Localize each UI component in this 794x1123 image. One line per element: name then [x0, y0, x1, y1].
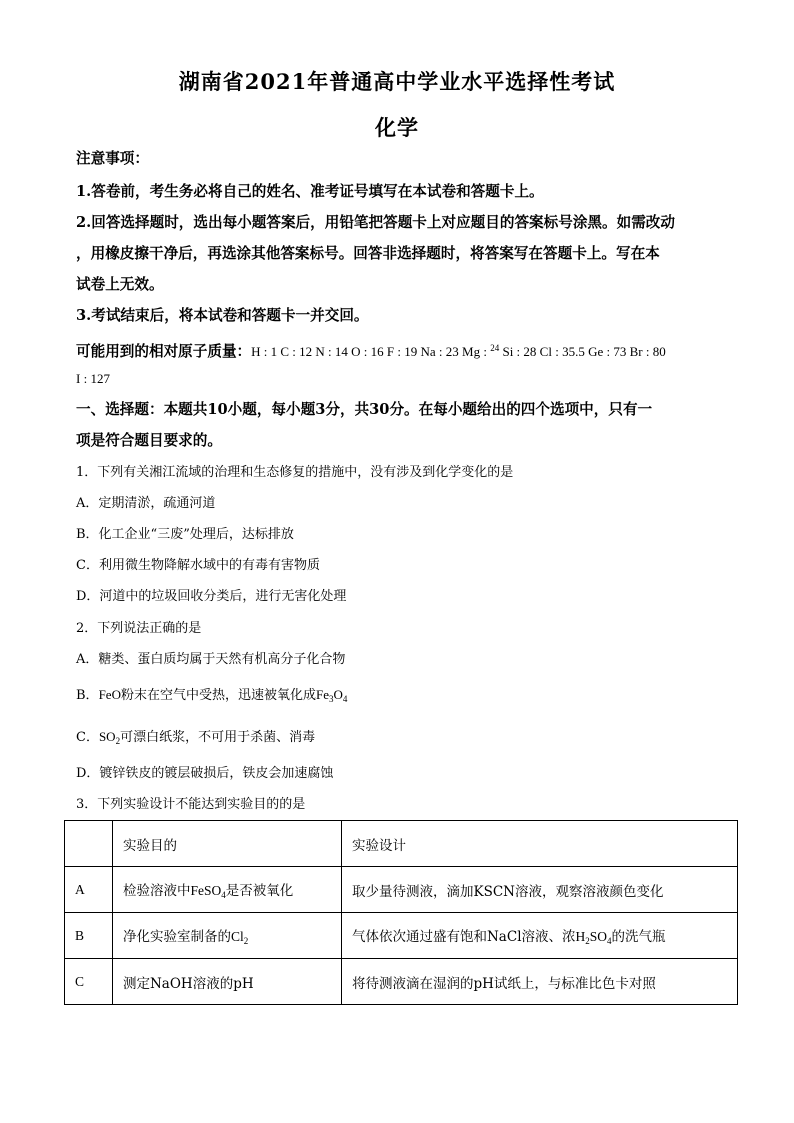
subject-title: 化学	[375, 115, 419, 140]
table-header-cell: 实验设计	[342, 821, 738, 867]
atomic-mass-mg: 24	[490, 343, 500, 353]
exam-title: 湖南省2021年普通高中学业水平选择性考试	[178, 69, 616, 94]
q2-option-b	[76, 685, 726, 709]
row-c-purpose: 测定NaOH溶液的pH	[113, 959, 342, 1005]
section-1-line-1: 一、选择题：本题共10小题，每小题3分，共30分。在每小题给出的四个选项中，只有一	[76, 401, 653, 418]
table-row	[65, 867, 738, 913]
notice-item-2-line-3: 试卷上无效。	[76, 276, 164, 293]
atomic-mass-line	[76, 338, 726, 362]
table-row	[65, 913, 738, 959]
notice-item-1: 1.答卷前，考生务必将自己的姓名、准考证号填写在本试卷和答题卡上。	[76, 183, 544, 200]
q2-option-c	[76, 727, 726, 751]
q2-c-prefix: C．	[76, 730, 99, 745]
q2-b-chem-feo: FeO	[98, 687, 121, 702]
row-c-design: 将待测液滴在湿润的pH试纸上，与标准比色卡对照	[342, 959, 738, 1005]
q3-table	[64, 820, 738, 1005]
notice-item-2-line-2: ，用橡皮擦干净后，再选涂其他答案标号。回答非选择题时，将答案写在答题卡上。写在本	[76, 245, 660, 262]
q2-option-d: D．镀锌铁皮的镀层破损后，铁皮会加速腐蚀	[76, 766, 334, 781]
notice-item-3: 3.考试结束后，将本试卷和答题卡一并交回。	[76, 307, 369, 324]
table-header-cell: 实验目的	[113, 821, 342, 867]
q1-option-c: C．利用微生物降解水域中的有毒有害物质	[76, 558, 320, 573]
table-header-cell	[65, 821, 113, 867]
atomic-mass-label: 可能用到的相对原子质量：	[76, 343, 252, 360]
q2-c-chem-so2: $SO_2$	[98, 729, 121, 746]
row-b-purpose: 净化实验室制备的$Cl_2$	[113, 913, 342, 959]
q1-option-d: D．河道中的垃圾回收分类后，进行无害化处理	[76, 589, 347, 604]
row-label: A	[65, 867, 113, 913]
table-row	[65, 959, 738, 1005]
q2-b-text: 粉末在空气中受热，迅速被氧化成	[120, 688, 316, 703]
q2-c-text: 可漂白纸浆，不可用于杀菌、消毒	[120, 730, 316, 745]
row-b-design: 气体依次通过盛有饱和NaCl溶液、浓$H_2SO_4$的洗气瓶	[342, 913, 738, 959]
q2-option-a: A．糖类、蛋白质均属于天然有机高分子化合物	[76, 652, 346, 667]
q2-stem: 2．下列说法正确的是	[76, 621, 202, 636]
atomic-mass-line-2: I : 127	[76, 371, 110, 386]
q3-stem: 3．下列实验设计不能达到实验目的的是	[76, 797, 306, 812]
table-row	[65, 821, 738, 867]
notice-heading: 注意事项：	[76, 150, 149, 167]
q1-option-b: B．化工企业“三废”处理后，达标排放	[76, 527, 294, 542]
atomic-mass-values-a: H : 1 C : 12 N : 14 O : 16 F : 19 Na : 23 Mg :	[251, 344, 491, 359]
q1-option-a: A．定期清淤，疏通河道	[76, 496, 216, 511]
row-label: C	[65, 959, 113, 1005]
notice-item-2-line-1: 2.回答选择题时，选出每小题答案后，用铅笔把答题卡上对应题目的答案标号涂黑。如需改动	[76, 214, 675, 231]
row-a-purpose: 检验溶液中FeSO$_4$是否被氧化	[113, 867, 342, 913]
q2-b-prefix: B．	[76, 688, 99, 703]
atomic-mass-values-b: Si : 28 Cl : 35.5 Ge : 73 Br : 80	[499, 344, 666, 359]
row-a-design: 取少量待测液，滴加KSCN溶液，观察溶液颜色变化	[342, 867, 738, 913]
q1-stem: 1．下列有关湘江流域的治理和生态修复的措施中，没有涉及到化学变化的是	[76, 465, 514, 480]
section-1-line-2: 项是符合题目要求的。	[76, 432, 222, 449]
q2-b-chem-fe3o4: $Fe_3O_4$	[315, 687, 348, 704]
row-label: B	[65, 913, 113, 959]
